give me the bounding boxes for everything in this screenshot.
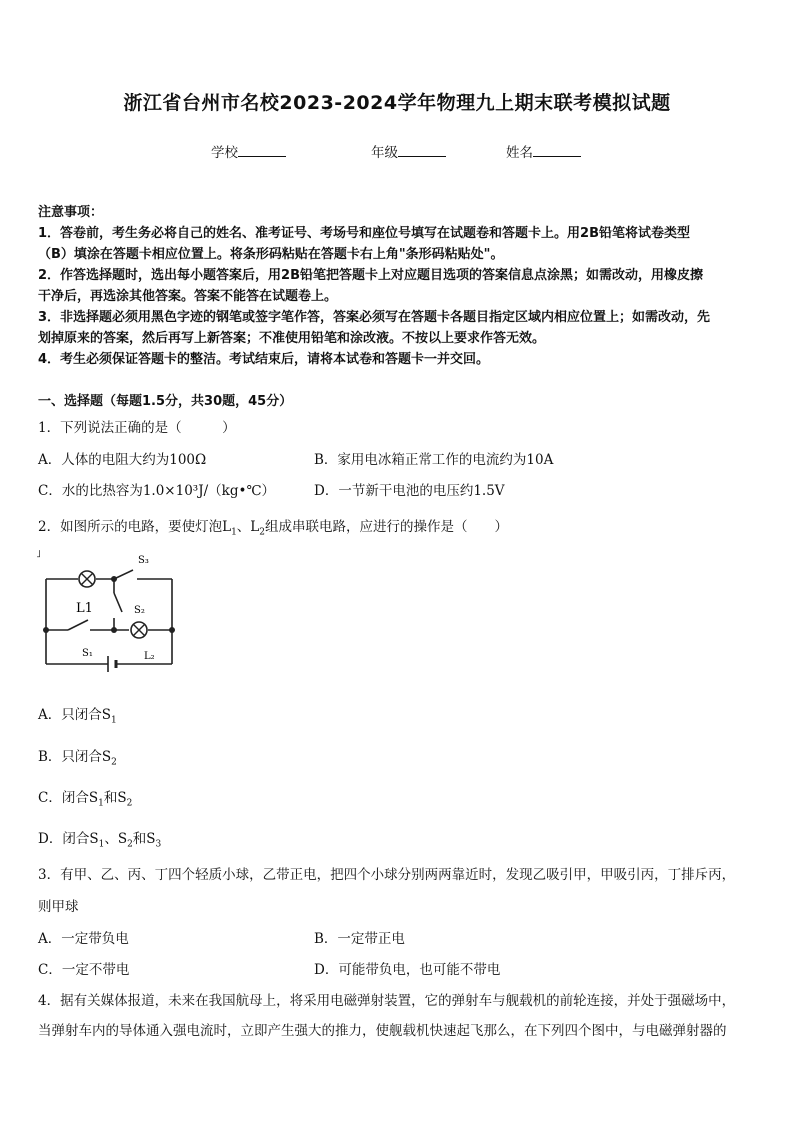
label-s3: S₃: [138, 555, 149, 566]
name-label: 姓名: [506, 145, 533, 161]
notes-line: 1．答卷前，考生务必将自己的姓名、准考证号、考场号和座位号填写在试题卷和答题卡上。用2B铅笔将试卷类型: [38, 226, 691, 241]
q2-c-text: C．闭合: [38, 790, 89, 806]
q3-option-a[interactable]: A．一定带负电: [38, 931, 129, 947]
q2-l1-letter: L: [222, 519, 232, 535]
q2-option-d[interactable]: [38, 827, 161, 850]
q2-sep: 、: [236, 519, 251, 535]
notes-heading: 注意事项：: [38, 205, 104, 220]
switch-s1-blade: [68, 620, 88, 630]
circuit-diagram: [38, 550, 188, 672]
notes-line: 4．考生必须保证答题卡的整洁。考试结束后，请将本试卷和答题卡一并交回。: [38, 352, 490, 367]
q3-option-c[interactable]: C．一定不带电: [38, 962, 130, 978]
grade-label: 年级: [371, 145, 398, 161]
notes-line: 2．作答选择题时，选出每小题答案后，用2B铅笔把答题卡上对应题目选项的答案信息点涂黑；如需改动，用橡皮擦: [38, 268, 704, 283]
label-l1: L1: [76, 601, 93, 616]
q2-stem: [38, 515, 508, 538]
q2-l1-sub: 1: [231, 527, 237, 538]
q2-d-sub3: 3: [155, 839, 162, 850]
notes-line: 划掉原来的答案，然后再写上新答案；不准使用铅笔和涂改液。不按以上要求作答无效。: [38, 331, 546, 346]
q2-d-s3: S: [146, 831, 156, 847]
school-label: 学校: [211, 145, 238, 161]
q1-option-c[interactable]: C．水的比热容为1.0×10³J/（kg•℃）: [38, 483, 276, 499]
q2-c-sub2: 2: [126, 798, 133, 809]
grade-field[interactable]: [371, 141, 446, 161]
switch-s3-blade: [114, 570, 133, 579]
q2-c-s1: S: [88, 790, 99, 806]
q2-b-sub: 2: [111, 757, 117, 768]
lamp-l1-icon: [79, 571, 95, 587]
notes-line: （B）填涂在答题卡相应位置上。将条形码粘贴在答题卡右上角"条形码粘贴处"。: [38, 247, 504, 262]
q2-b-text: B．只闭合: [38, 749, 102, 765]
name-field[interactable]: [506, 141, 581, 161]
q2-d-and: 和: [132, 831, 147, 847]
label-l2: L₂: [144, 651, 155, 662]
q2-d-text: D．闭合: [38, 831, 90, 847]
q2-l2-letter: L: [250, 519, 260, 535]
q3-option-d[interactable]: D．可能带负电，也可能不带电: [314, 962, 501, 978]
junction-dot: [111, 576, 117, 582]
grade-blank[interactable]: [398, 144, 446, 157]
figure-mark: ˩: [36, 549, 41, 560]
q2-d-s2: S: [117, 831, 128, 847]
school-field[interactable]: [211, 141, 286, 161]
notes-block: [38, 202, 758, 370]
q3-option-b[interactable]: B．一定带正电: [314, 931, 405, 947]
notes-line: 干净后，再选涂其他答案。答案不能答在试题卷上。: [38, 289, 338, 304]
q2-option-b[interactable]: [38, 745, 117, 768]
switch-s2-blade: [114, 593, 122, 612]
q2-d-s1: S: [89, 831, 99, 847]
school-blank[interactable]: [238, 144, 286, 157]
q2-c-s2: S: [117, 790, 127, 806]
q2-a-sub: 1: [111, 715, 117, 726]
q2-stem-pre: 2．如图所示的电路，要使灯泡: [38, 519, 223, 535]
label-s1: S₁: [82, 648, 93, 659]
q2-b-s: S: [101, 749, 112, 765]
q2-option-a[interactable]: [38, 703, 117, 726]
name-blank[interactable]: [533, 144, 581, 157]
notes-line: 3．非选择题必须用黑色字迹的钢笔或签字笔作答，答案必须写在答题卡各题目指定区域内相应位置上；如需改动，先: [38, 310, 711, 325]
lamp-l2-icon: [131, 622, 147, 638]
junction-dot: [169, 627, 175, 633]
q1-option-d[interactable]: D．一节新干电池的电压约1.5V: [314, 483, 505, 499]
q1-stem: 1．下列说法正确的是（ ）: [38, 420, 236, 436]
q1-option-a[interactable]: A．人体的电阻大约为100Ω: [38, 452, 207, 468]
junction-dot: [111, 627, 117, 633]
q2-option-c[interactable]: [38, 786, 132, 809]
section-heading: 一、选择题（每题1.5分，共30题，45分）: [38, 394, 293, 409]
q3-stem-line1: 3．有甲、乙、丙、丁四个轻质小球，乙带正电，把四个小球分别两两靠近时，发现乙吸引甲，甲吸引丙，丁排斥丙，: [38, 867, 736, 883]
q2-stem-post: 组成串联电路，应进行的操作是（ ）: [265, 519, 508, 535]
q2-a-s: S: [101, 707, 111, 723]
q2-c-sub1: 1: [98, 798, 104, 809]
q1-option-b[interactable]: B．家用电冰箱正常工作的电流约为10A: [314, 452, 554, 468]
q2-l2-sub: 2: [259, 527, 265, 538]
label-s2: S₂: [134, 605, 145, 616]
q2-a-text: A．只闭合: [38, 707, 102, 723]
junction-dot: [43, 627, 49, 633]
q4-stem-line1: 4．据有关媒体报道，未来在我国航母上，将采用电磁弹射装置，它的弹射车与舰载机的前轮连接，并处于强磁场中，: [38, 993, 736, 1009]
q2-d-sep: 、: [104, 831, 118, 847]
q3-stem-line2: 则甲球: [38, 899, 79, 915]
q2-d-sub2: 2: [127, 839, 133, 850]
q4-stem-line2: 当弹射车内的导体通入强电流时，立即产生强大的推力，使舰载机快速起飞那么，在下列四个图中，与电磁弹射器的: [38, 1023, 727, 1039]
page-title: 浙江省台州市名校2023-2024学年物理九上期末联考模拟试题: [123, 92, 671, 114]
q2-c-and: 和: [103, 790, 118, 806]
q2-d-sub1: 1: [98, 839, 105, 850]
